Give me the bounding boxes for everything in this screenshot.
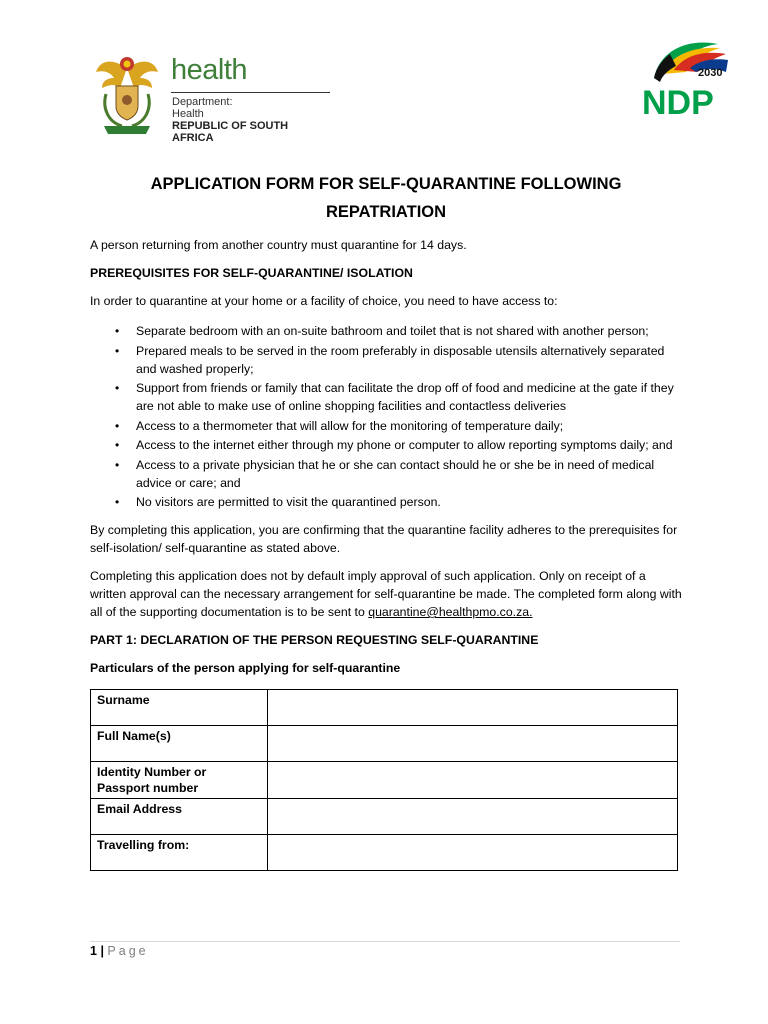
country-name: REPUBLIC OF SOUTH AFRICA — [172, 120, 289, 144]
document-body — [90, 170, 682, 871]
list-item-text: Prepared meals to be served in the room preferably in disposable utensils alternatively separated and washed properly; — [136, 343, 665, 376]
dept-name: Health — [172, 108, 204, 120]
list-item-text: Access to a private physician that he or she can contact should he or she be in need of medical advice or care; and — [136, 457, 655, 490]
list-item-text: Separate bedroom with an on-suite bathroom and toilet that is not shared with another person; — [136, 324, 649, 338]
document-title — [90, 170, 682, 226]
prereq-lead: In order to quarantine at your home or a facility of choice, you need to have access to: — [90, 294, 558, 308]
page-header — [90, 46, 723, 146]
department-health-logo — [92, 46, 332, 142]
coat-of-arms-icon — [94, 50, 160, 136]
field-label-email: Email Address — [91, 799, 268, 835]
field-value-id-number[interactable] — [268, 762, 678, 799]
page-number: 1 — [90, 944, 97, 958]
particulars-table — [90, 689, 678, 871]
field-value-surname[interactable] — [268, 690, 678, 726]
list-item-text: No visitors are permitted to visit the quarantined person. — [136, 495, 441, 509]
list-item-text: Support from friends or family that can facilitate the drop off of food and medicine at the gate if they are not able to make use of online shopping facilities and contactless deliveries — [136, 381, 674, 413]
title-line-2: REPATRIATION — [325, 203, 447, 221]
bullet-icon: • — [115, 381, 120, 395]
field-label-surname: Surname — [91, 690, 268, 726]
footer-divider — [90, 941, 680, 942]
bullet-icon: • — [115, 457, 120, 472]
page-label: Page — [107, 944, 149, 958]
list-item-text: Access to a thermometer that will allow for the monitoring of temperature daily; — [136, 418, 564, 433]
table-row — [91, 799, 678, 835]
logo-divider — [171, 92, 330, 93]
list-item-text: Access to the internet either through my phone or computer to allow reporting symptoms daily; and — [136, 438, 673, 452]
footer-separator: | — [100, 944, 104, 958]
confirm-paragraph: By completing this application, you are confirming that the quarantine facility adheres to the prerequisites for self-isolation/ self-quarantine as stated above. — [90, 523, 678, 555]
intro-text: A person returning from another country must quarantine for 14 days. — [90, 238, 467, 252]
approval-paragraph — [90, 567, 682, 621]
ndp-year: 2030 — [698, 67, 723, 79]
list-item — [90, 417, 682, 435]
dept-label: Department: — [172, 96, 233, 108]
bullet-icon: • — [115, 418, 120, 433]
field-value-travelling-from[interactable] — [268, 835, 678, 871]
email-link[interactable]: quarantine@healthpmo.co.za. — [368, 605, 533, 619]
field-label-travelling-from: Travelling from: — [91, 835, 268, 871]
list-item — [90, 493, 682, 511]
field-label-id-number: Identity Number or Passport number — [91, 762, 268, 799]
field-value-email[interactable] — [268, 799, 678, 835]
field-value-full-names[interactable] — [268, 726, 678, 762]
part1-heading: PART 1: DECLARATION OF THE PERSON REQUESTING SELF-QUARANTINE — [90, 633, 539, 647]
bullet-icon: • — [115, 324, 120, 338]
table-row — [91, 835, 678, 871]
table-row — [91, 690, 678, 726]
bullet-icon: • — [115, 438, 120, 452]
list-item — [90, 322, 682, 340]
bullet-icon: • — [115, 343, 120, 358]
ndp-text: NDP — [642, 84, 714, 122]
health-wordmark: health — [171, 54, 248, 86]
approval-text: Completing this application does not by default imply approval of such application. Only on receipt of a written approval can the necessary arrangement for self-quarantine be made. The completed form along with all of the supporting documentation is to be sent to — [90, 569, 682, 619]
list-item — [90, 456, 682, 492]
field-label-full-names: Full Name(s) — [91, 726, 268, 762]
table-row — [91, 726, 678, 762]
ndp-2030-logo — [640, 38, 730, 122]
list-item — [90, 342, 682, 378]
list-item — [90, 436, 682, 454]
list-item — [90, 379, 682, 415]
page-footer — [90, 944, 149, 958]
particulars-heading: Particulars of the person applying for self-quarantine — [90, 661, 401, 675]
bullet-icon: • — [115, 495, 120, 509]
title-line-1: APPLICATION FORM FOR SELF-QUARANTINE FOLLOWING — [150, 175, 622, 193]
prereq-list — [90, 322, 682, 511]
table-row — [91, 762, 678, 799]
prereq-heading: PREREQUISITES FOR SELF-QUARANTINE/ ISOLATION — [90, 266, 413, 280]
